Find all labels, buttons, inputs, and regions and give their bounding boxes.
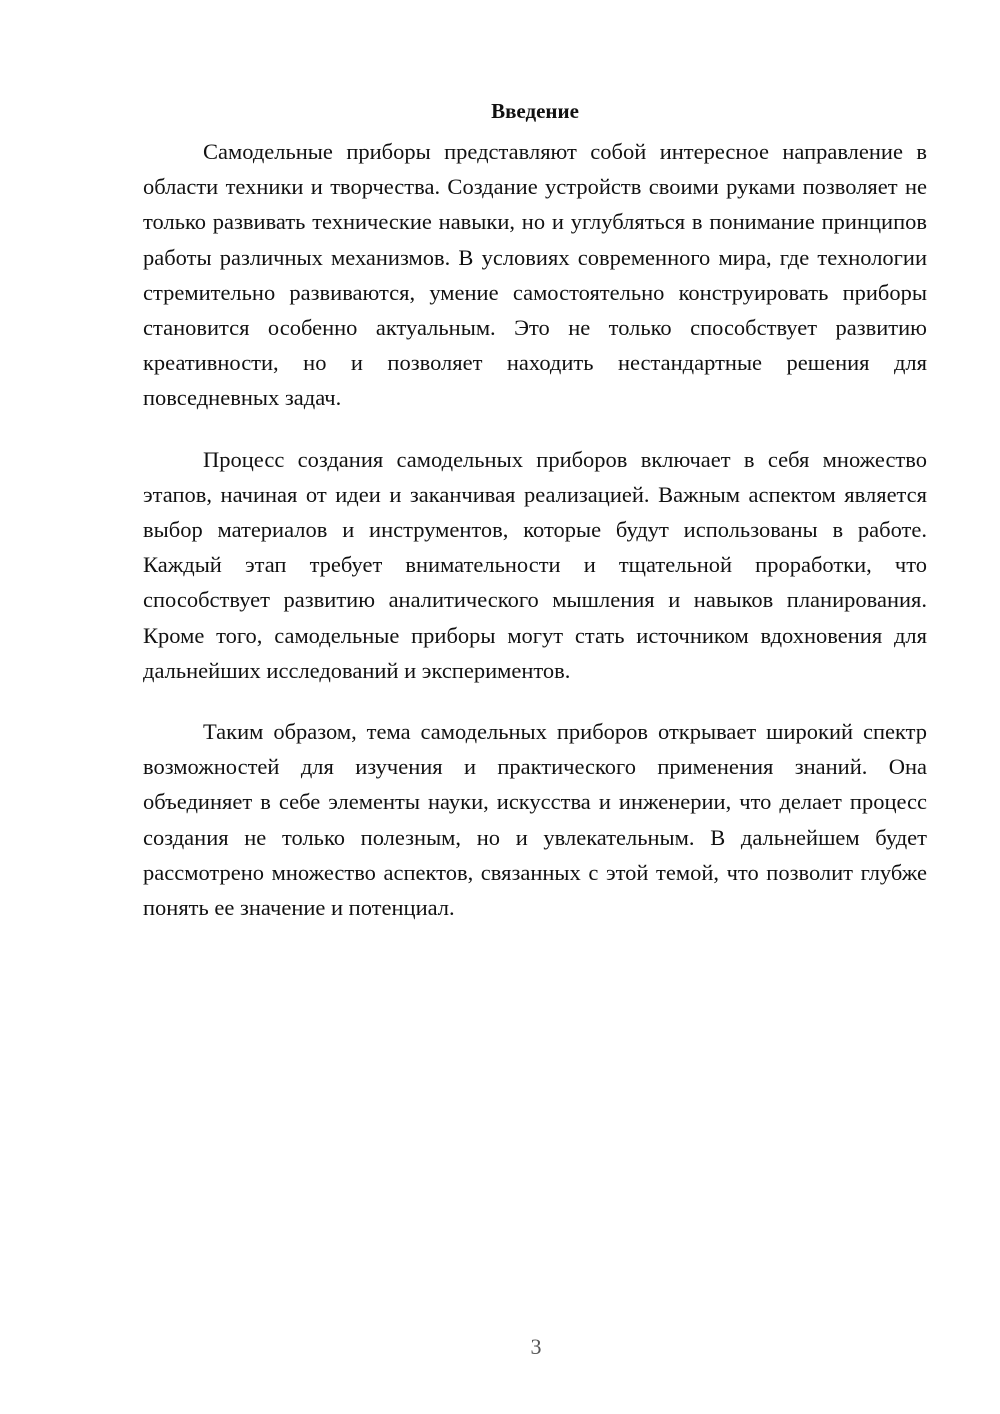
page-number: 3 <box>530 1334 542 1359</box>
paragraph-2: Процесс создания самодельных приборов включает в себя множество этапов, начиная от идеи и заканчивая реализацией. Важным аспектом является выбор материалов и инструментов, которые будут использованы в работе. Каждый этап требует внимательности и тщательной проработки, что способствует развитию аналитического мышления и навыков планирования. Кроме того, самодельные приборы могут стать источником вдохновения для дальнейших исследований и экспериментов. <box>143 446 927 683</box>
paragraph-1: Самодельные приборы представляют собой интересное направление в области техники и творчества. Создание устройств своими руками позволяет не только развивать технические навыки, но и углубляться в понимание принципов работы различных механизмов. В условиях современного мира, где технологии стремительно развиваются, умение самостоятельно конструировать приборы становится особенно актуальным. Это не только способствует развитию креативности, но и позволяет находить нестандартные решения для повседневных задач. <box>143 139 927 411</box>
section-heading: Введение <box>491 99 579 123</box>
paragraph-3: Таким образом, тема самодельных приборов открывает широкий спектр возможностей для изучения и практического применения знаний. Она объединяет в себе элементы науки, искусства и инженерии, что делает процесс создания не только полезным, но и увлекательным. В дальнейшем будет рассмотрено множество аспектов, связанных с этой темой, что позволит глубже понять ее значение и потенциал. <box>143 719 927 921</box>
page-content <box>143 96 927 951</box>
